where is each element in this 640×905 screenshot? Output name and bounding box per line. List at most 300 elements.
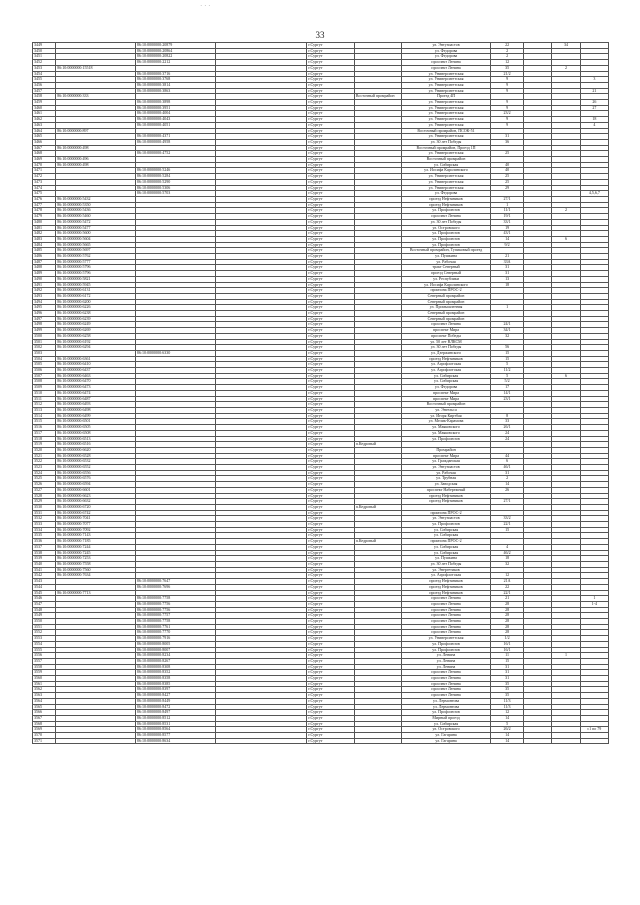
city-cell: г.Сургут — [307, 470, 354, 476]
city-cell: г.Сургут — [307, 122, 354, 128]
city-cell: г.Сургут — [307, 214, 354, 220]
row-number: 3529 — [33, 499, 56, 505]
row-number: 3506 — [33, 368, 56, 374]
scan-mark: · · · — [200, 2, 211, 10]
row-number: 3544 — [33, 584, 56, 590]
cadastral-number-alt: 86:10:0000000:5290 — [135, 179, 215, 185]
extra-cell-2: 6 — [552, 373, 580, 379]
city-cell: г.Сургут — [307, 362, 354, 368]
cadastral-number: 86:10:0000000:6470 — [56, 379, 136, 385]
cadastral-number-alt: 86:10:0000000:20822 — [135, 54, 215, 60]
city-cell: г.Сургут — [307, 88, 354, 94]
house-cell: 28 — [490, 630, 523, 636]
row-number: 3525 — [33, 476, 56, 482]
row-number: 3462 — [33, 117, 56, 123]
city-cell: г.Сургут — [307, 704, 354, 710]
house-cell: 9 — [490, 77, 523, 83]
cadastral-number-alt: 86:10:0000000:8234 — [135, 653, 215, 659]
house-cell: 14 — [490, 733, 523, 739]
street-cell: ул. Университетская — [402, 636, 491, 642]
city-cell: г.Сургут — [307, 676, 354, 682]
cadastral-number-alt: 86:10:0000000:7696 — [135, 584, 215, 590]
row-number: 3517 — [33, 430, 56, 436]
city-cell: г.Сургут — [307, 658, 354, 664]
row-number: 3509 — [33, 385, 56, 391]
city-cell: г.Сургут — [307, 219, 354, 225]
row-number: 3488 — [33, 265, 56, 271]
city-cell: г.Сургут — [307, 504, 354, 510]
city-cell: г.Сургут — [307, 390, 354, 396]
house-cell: 11/2 — [490, 368, 523, 374]
cadastral-number: 86:10:0000000:5777 — [56, 259, 136, 265]
city-cell: г.Сургут — [307, 590, 354, 596]
house-cell: 28 — [490, 607, 523, 613]
street-cell: ул. Университетская — [402, 71, 491, 77]
cadastral-number: 86:10:0000000:7713 — [56, 590, 136, 596]
house-cell: 35 — [490, 687, 523, 693]
city-cell: г.Сургут — [307, 396, 354, 402]
city-cell: г.Сургут — [307, 607, 354, 613]
street-cell: Мирный проезд — [402, 715, 491, 721]
city-cell: г.Сургут — [307, 316, 354, 322]
cadastral-number-alt: 86:10:0000000:6330 — [135, 350, 215, 356]
cadastral-number: 86:10:0000000:6552 — [56, 465, 136, 471]
house-cell: 33/2 — [490, 516, 523, 522]
house-cell: 24/1 — [490, 322, 523, 328]
city-cell: г.Сургут — [307, 311, 354, 317]
extra-cell-3: 3 — [580, 77, 608, 83]
house-cell: 35 — [490, 65, 523, 71]
row-number: 3483 — [33, 236, 56, 242]
cadastral-number: 86:10:0000000:6508 — [56, 430, 136, 436]
street-cell: проспект Мира — [402, 396, 491, 402]
row-number: 3490 — [33, 276, 56, 282]
cadastral-number-alt: 86:10:0000000:3814 — [135, 82, 215, 88]
city-cell: г.Сургут — [307, 282, 354, 288]
row-number: 3499 — [33, 328, 56, 334]
cadastral-number: 86:10:0000000:5697 — [56, 248, 136, 254]
house-cell: 22/1 — [490, 590, 523, 596]
row-number: 3502 — [33, 345, 56, 351]
city-cell: г.Сургут — [307, 248, 354, 254]
cadastral-number: 86:10:0000000:6594 — [56, 482, 136, 488]
house-cell: 9 — [490, 105, 523, 111]
cadastral-number: 86:10:0000000:6601 — [56, 487, 136, 493]
city-cell: г.Сургут — [307, 54, 354, 60]
row-number: 3548 — [33, 607, 56, 613]
cadastral-number: 86:10:0000000:6258 — [56, 333, 136, 339]
street-cell: проспект Ленина — [402, 60, 491, 66]
street-cell: ул. Университетская — [402, 82, 491, 88]
street-cell: ул. Маяковского — [402, 430, 491, 436]
row-number: 3538 — [33, 550, 56, 556]
gap-cell — [215, 738, 307, 744]
cadastral-number-alt: 86:10:0000000:20864 — [135, 48, 215, 54]
cadastral-number: 86:10:0000000:5432 — [56, 196, 136, 202]
cadastral-number: 86:10:0000000:5350 — [56, 202, 136, 208]
city-cell: г.Сургут — [307, 499, 354, 505]
city-cell: г.Сургут — [307, 487, 354, 493]
row-number: 3469 — [33, 157, 56, 163]
city-cell: г.Сургут — [307, 698, 354, 704]
row-number: 3532 — [33, 516, 56, 522]
street-cell: ул. Энтузиастов — [402, 516, 491, 522]
street-cell: ул. Федорова — [402, 191, 491, 197]
cadastral-number: 86:10:0000000:6294 — [56, 345, 136, 351]
house-cell: 5 — [490, 721, 523, 727]
house-cell: 18 — [490, 556, 523, 562]
row-number: 3513 — [33, 408, 56, 414]
city-cell: г.Сургут — [307, 379, 354, 385]
row-number: 3456 — [33, 82, 56, 88]
street-cell: Проезд 4П — [402, 94, 491, 100]
row-number: 3498 — [33, 322, 56, 328]
street-cell: ул. Рабочая — [402, 470, 491, 476]
row-number: 3535 — [33, 533, 56, 539]
house-cell: 31 — [490, 265, 523, 271]
street-cell: ул. Сибирская — [402, 550, 491, 556]
city-cell: г.Сургут — [307, 527, 354, 533]
city-cell: г.Сургут — [307, 162, 354, 168]
cadastral-number: 86:10:0000000:897 — [56, 128, 136, 134]
row-number: 3526 — [33, 482, 56, 488]
house-cell: 25 — [490, 179, 523, 185]
row-number: 3471 — [33, 168, 56, 174]
cadastral-number-alt: 86:10:0000000:3768 — [135, 77, 215, 83]
row-number: 3534 — [33, 527, 56, 533]
row-number: 3564 — [33, 698, 56, 704]
street-cell: ул. Сибирская — [402, 162, 491, 168]
house-cell: 11/1 — [490, 208, 523, 214]
cadastral-number-alt: 86:10:0000000:8577 — [135, 733, 215, 739]
house-cell: 2 — [490, 48, 523, 54]
house-cell: 46/1 — [490, 465, 523, 471]
cadastral-number: 86:10:0000000:5600 — [56, 231, 136, 237]
row-number: 3541 — [33, 567, 56, 573]
city-cell: г.Сургут — [307, 265, 354, 271]
cadastral-number-alt: 86:10:0000000:4752 — [135, 151, 215, 157]
district-cell: п.Кедровый — [354, 442, 401, 448]
row-number: 3464 — [33, 128, 56, 134]
house-cell: 11/3 — [490, 704, 523, 710]
cadastral-number: 86:10:0000000:7143 — [56, 533, 136, 539]
city-cell: г.Сургут — [307, 356, 354, 362]
city-cell: г.Сургут — [307, 459, 354, 465]
street-cell: ул. 30 лет Победы — [402, 345, 491, 351]
extra-cell-3: 4,5,6,7 — [580, 191, 608, 197]
row-number: 3555 — [33, 647, 56, 653]
row-number: 3461 — [33, 111, 56, 117]
cadastral-number: 86:10:0000000:333 — [56, 94, 136, 100]
cadastral-number: 86:10:0000000:6192 — [56, 339, 136, 345]
cadastral-number-alt: 86:10:0000000:5284 — [135, 174, 215, 180]
house-cell: 14 — [490, 482, 523, 488]
cadastral-number: 86:10:0000000:6513 — [56, 436, 136, 442]
extra-cell-2: 6 — [552, 236, 580, 242]
house-cell: 40 — [490, 162, 523, 168]
city-cell: г.Сургут — [307, 402, 354, 408]
street-cell: ул. Энгельса — [402, 408, 491, 414]
cadastral-number-alt: 86:10:0000000:8512 — [135, 715, 215, 721]
cadastral-number-alt: 86:10:0000000:5306 — [135, 185, 215, 191]
house-cell: 26 — [490, 487, 523, 493]
city-cell: г.Сургут — [307, 71, 354, 77]
house-cell: 23/1 — [490, 396, 523, 402]
row-number: 3494 — [33, 299, 56, 305]
row-number: 3507 — [33, 373, 56, 379]
house-cell: 35 — [490, 693, 523, 699]
cadastral-number: 86:10:0000000:7244 — [56, 544, 136, 550]
house-cell: 31 — [490, 664, 523, 670]
row-number: 3540 — [33, 561, 56, 567]
street-cell: промзона ПРОС-2 — [402, 288, 491, 294]
street-cell: промзона ПРОС-2 — [402, 510, 491, 516]
city-cell: г.Сургут — [307, 567, 354, 573]
row-number: 3527 — [33, 487, 56, 493]
street-cell: ул. Рабочая — [402, 259, 491, 265]
row-number: 3487 — [33, 259, 56, 265]
cadastral-number: 86:10:0000000:6720 — [56, 504, 136, 510]
city-cell: г.Сургут — [307, 65, 354, 71]
house-cell: 43/1 — [490, 231, 523, 237]
cadastral-number: 86:10:0000000:6239 — [56, 316, 136, 322]
row-number: 3550 — [33, 619, 56, 625]
street-cell: проспект Ленина — [402, 613, 491, 619]
city-cell: г.Сургут — [307, 664, 354, 670]
city-cell: г.Сургут — [307, 550, 354, 556]
cadastral-number: 86:10:0000000:6632 — [56, 499, 136, 505]
city-cell: г.Сургут — [307, 242, 354, 248]
street-cell: ул. Ленина — [402, 653, 491, 659]
street-cell: ул. Профсоюзов — [402, 242, 491, 248]
city-cell: г.Сургут — [307, 653, 354, 659]
cadastral-number: 86:10:0000000:7077 — [56, 522, 136, 528]
district-cell: п.Кедровый — [354, 539, 401, 545]
cadastral-number-alt: 86:10:0000000:8634 — [135, 738, 215, 744]
cadastral-number: 86:10:0000000:6576 — [56, 476, 136, 482]
street-cell: проезд Нефтяников — [402, 493, 491, 499]
city-cell: г.Сургут — [307, 288, 354, 294]
street-cell: ул. 30 лет Победы — [402, 219, 491, 225]
city-cell: г.Сургут — [307, 419, 354, 425]
cadastral-number: 86:10:0000000:6516 — [56, 442, 136, 448]
house-cell: 31 — [490, 470, 523, 476]
house-cell: 22 — [490, 43, 523, 49]
cadastral-number: 86:10:0000000:6487 — [56, 396, 136, 402]
row-number: 3493 — [33, 293, 56, 299]
city-cell: г.Сургут — [307, 276, 354, 282]
row-number: 3520 — [33, 447, 56, 453]
cadastral-number-alt: 86:10:0000000:5703 — [135, 191, 215, 197]
cadastral-number: 86:10:0000000:6505 — [56, 425, 136, 431]
street-cell: ул. 30 лет Победы — [402, 561, 491, 567]
street-cell: проспект Ленина — [402, 601, 491, 607]
street-cell: ул. Федорова — [402, 48, 491, 54]
row-number: 3480 — [33, 219, 56, 225]
house-cell: 11 — [490, 653, 523, 659]
row-number: 3496 — [33, 311, 56, 317]
house-cell: 9 — [490, 117, 523, 123]
house-cell: 21 — [490, 254, 523, 260]
street-cell: проспект Ленина — [402, 65, 491, 71]
cadastral-number: 86:10:0000000:7253 — [56, 556, 136, 562]
cadastral-number: 86:10:0000000:5665 — [56, 242, 136, 248]
row-number: 3553 — [33, 636, 56, 642]
house-cell: 27/1 — [490, 196, 523, 202]
city-cell: г.Сургут — [307, 254, 354, 260]
city-cell: г.Сургут — [307, 510, 354, 516]
city-cell: г.Сургут — [307, 630, 354, 636]
cadastral-number: 86:10:0000000:5477 — [56, 225, 136, 231]
house-cell: 18 — [490, 282, 523, 288]
house-cell: 34/1 — [490, 328, 523, 334]
row-number: 3491 — [33, 282, 56, 288]
street-cell: ул. Профсоюзов — [402, 522, 491, 528]
extra-cell-3 — [580, 738, 608, 744]
house-cell: 12 — [490, 573, 523, 579]
street-cell: ул. Мелик-Карамова — [402, 419, 491, 425]
city-cell: г.Сургут — [307, 208, 354, 214]
street-cell: проспект Ленина — [402, 596, 491, 602]
house-cell: 8 — [490, 413, 523, 419]
city-cell: г.Сургут — [307, 476, 354, 482]
extra-cell-3: 26 — [580, 100, 608, 106]
house-cell: 25 — [490, 151, 523, 157]
street-cell: ул. Сибирская — [402, 533, 491, 539]
house-cell: 15 — [490, 350, 523, 356]
street-cell: ул. Гражданская — [402, 459, 491, 465]
street-cell: ул. Гагарина — [402, 733, 491, 739]
street-cell: Северный промрайон — [402, 311, 491, 317]
street-cell: проезд Нефтяников — [402, 579, 491, 585]
row-number: 3466 — [33, 139, 56, 145]
city-cell: г.Сургут — [307, 693, 354, 699]
city-cell: г.Сургут — [307, 721, 354, 727]
cadastral-number: 86:10:0000000:6269 — [56, 328, 136, 334]
street-cell: проезд Нефтяников — [402, 196, 491, 202]
cadastral-number-alt: 86:10:0000000:7757 — [135, 613, 215, 619]
row-number: 3457 — [33, 88, 56, 94]
street-cell: ул. Ленина — [402, 658, 491, 664]
cadastral-number: 86:10:0000000:5604 — [56, 236, 136, 242]
city-cell: г.Сургут — [307, 573, 354, 579]
row-number: 3533 — [33, 522, 56, 528]
city-cell: г.Сургут — [307, 60, 354, 66]
street-cell: ул. Сибирская — [402, 379, 491, 385]
cadastral-number: 86:10:0000000:5796 — [56, 271, 136, 277]
house-cell: 17 — [490, 385, 523, 391]
street-cell: ул. Профсоюзов — [402, 208, 491, 214]
cadastral-number-alt: 86:10:0000000:2212 — [135, 60, 215, 66]
row-number: 3559 — [33, 670, 56, 676]
city-cell: г.Сургут — [307, 231, 354, 237]
cadastral-number: 86:10:0000000:5762 — [56, 254, 136, 260]
extra-cell-1 — [524, 738, 552, 744]
street-cell: ул. Университетская — [402, 117, 491, 123]
street-cell: ул. Иосифа Каролинского — [402, 168, 491, 174]
row-number: 3558 — [33, 664, 56, 670]
row-number: 3479 — [33, 214, 56, 220]
row-number: 3453 — [33, 65, 56, 71]
house-cell: 15 — [490, 356, 523, 362]
street-cell: тракт Северный — [402, 265, 491, 271]
row-number: 3561 — [33, 681, 56, 687]
extra-cell-3: 1-4 — [580, 601, 608, 607]
street-cell: ул. Пушкина — [402, 556, 491, 562]
street-cell: ул. Профсоюзов — [402, 236, 491, 242]
cadastral-number-alt: 86:10:0000000:5246 — [135, 168, 215, 174]
street-cell: проспект Ленина — [402, 630, 491, 636]
city-cell: г.Сургут — [307, 191, 354, 197]
cadastral-number: 86:10:0000000:6200 — [56, 299, 136, 305]
city-cell: г.Сургут — [307, 715, 354, 721]
cadastral-number-alt: 86:10:0000000:4004 — [135, 111, 215, 117]
street-cell: ул. Энергетиков — [402, 567, 491, 573]
cadastral-number: 86:10:0000000:15518 — [56, 65, 136, 71]
street-cell: Северный промрайон — [402, 299, 491, 305]
district-cell: п.Кедровый — [354, 504, 401, 510]
extra-cell-3: 4 — [580, 122, 608, 128]
street-cell: Восточный промрайон — [402, 402, 491, 408]
cadastral-number: 86:10:0000000:6623 — [56, 493, 136, 499]
city-cell: г.Сургут — [307, 413, 354, 419]
row-number: 3569 — [33, 727, 56, 733]
street-cell: ул. Островского — [402, 225, 491, 231]
house-cell: 31 — [490, 134, 523, 140]
house-cell: 29 — [490, 185, 523, 191]
city-cell: г.Сургут — [307, 345, 354, 351]
district-cell: Восточный промрайон — [354, 94, 401, 100]
house-cell: 5 — [490, 373, 523, 379]
house-cell: 1 — [490, 202, 523, 208]
extra-cell-2 — [552, 738, 580, 744]
page-number: 33 — [315, 30, 325, 40]
house-cell: 4 — [490, 544, 523, 550]
row-number: 3492 — [33, 288, 56, 294]
street-cell: проспект Мира — [402, 390, 491, 396]
cadastral-number: 86:10:0000000:7245 — [56, 550, 136, 556]
street-cell: ул. Профсоюзов — [402, 641, 491, 647]
extra-cell-3: 1 — [580, 596, 608, 602]
row-number: 3481 — [33, 225, 56, 231]
city-cell: г.Сургут — [307, 179, 354, 185]
cadastral-number: 86:10:0000000:6172 — [56, 293, 136, 299]
city-cell: г.Сургут — [307, 236, 354, 242]
house-cell: 11/3 — [490, 698, 523, 704]
cadastral-number: 86:10:0000000:498 — [56, 145, 136, 151]
row-number: 3571 — [33, 738, 56, 744]
row-number: 3460 — [33, 105, 56, 111]
cadastral-number — [56, 738, 136, 744]
street-cell: ул. Аэрофлотская — [402, 368, 491, 374]
district-cell — [354, 738, 401, 744]
house-cell: 13 — [490, 276, 523, 282]
row-number: 3512 — [33, 402, 56, 408]
city-cell: г.Сургут — [307, 134, 354, 140]
house-cell: 9 — [490, 100, 523, 106]
street-cell: проспект Ленина — [402, 687, 491, 693]
city-cell: г.Сургут — [307, 425, 354, 431]
row-number: 3537 — [33, 544, 56, 550]
row-number: 3530 — [33, 504, 56, 510]
house-cell: 14 — [490, 738, 523, 744]
city-cell: г.Сургут — [307, 77, 354, 83]
row-number: 3467 — [33, 145, 56, 151]
house-cell: 14 — [490, 236, 523, 242]
cadastral-number: 86:10:0000000:5460 — [56, 214, 136, 220]
street-cell: проспект Ленина — [402, 681, 491, 687]
street-cell: ул. Сибирская — [402, 544, 491, 550]
